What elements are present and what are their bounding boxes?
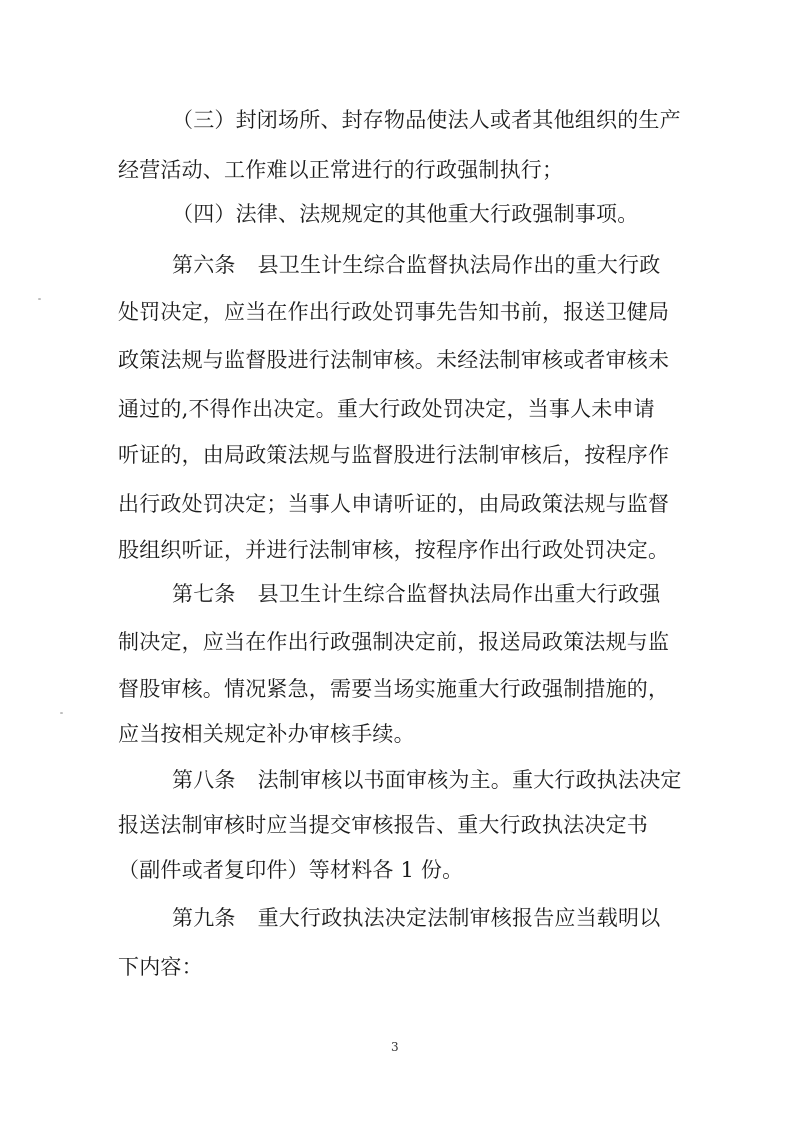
scan-speck [38, 298, 41, 300]
scan-speck [60, 712, 63, 714]
page-number: 3 [391, 1040, 399, 1054]
text-line: 听证的，由局政策法规与监督股进行法制审核后，按程序作 [118, 443, 670, 467]
text-line: 报送法制审核时应当提交审核报告、重大行政执法决定书 [118, 813, 648, 837]
article-6-first-line [172, 253, 660, 277]
text-line: 政策法规与监督股进行法制审核。未经法制审核或者审核未 [118, 348, 670, 372]
text-line: 县卫生计生综合监督执法局作出重大行政强 [257, 582, 661, 606]
text-line: 法制审核以书面审核为主。重大行政执法决定 [257, 768, 682, 792]
article-8-first-line [172, 768, 682, 792]
article-8-label: 第八条 [172, 768, 236, 792]
text-line: 股组织听证，并进行法制审核，按程序作出行政处罚决定。 [118, 538, 670, 562]
text-line: （副件或者复印件）等材料各 1 份。 [118, 858, 464, 882]
article-7-label: 第七条 [172, 582, 236, 606]
text-line: 督股审核。情况紧急，需要当场实施重大行政强制措施的， [118, 677, 670, 701]
text-line: 下内容： [118, 955, 203, 979]
article-6-label: 第六条 [172, 253, 236, 277]
text-line: 经营活动、工作难以正常进行的行政强制执行； [118, 158, 564, 182]
article-7-first-line [172, 582, 660, 606]
text-line: 出行政处罚决定；当事人申请听证的，由局政策法规与监督 [118, 492, 670, 516]
article-9-first-line [172, 906, 660, 930]
text-line: 重大行政执法决定法制审核报告应当载明以 [257, 906, 661, 930]
text-line: 通过的,不得作出决定。重大行政处罚决定，当事人未申请 [118, 397, 655, 421]
text-line: 县卫生计生综合监督执法局作出的重大行政 [257, 253, 661, 277]
text-line: （三）封闭场所、封存物品使法人或者其他组织的生产 [172, 108, 681, 132]
text-line: 应当按相关规定补办审核手续。 [118, 722, 415, 746]
text-line: 处罚决定，应当在作出行政处罚事先告知书前，报送卫健局 [118, 300, 670, 324]
text-line: 制决定，应当在作出行政强制决定前，报送局政策法规与监 [118, 630, 670, 654]
text-line: （四）法律、法规规定的其他重大行政强制事项。 [172, 202, 639, 226]
article-9-label: 第九条 [172, 906, 236, 930]
